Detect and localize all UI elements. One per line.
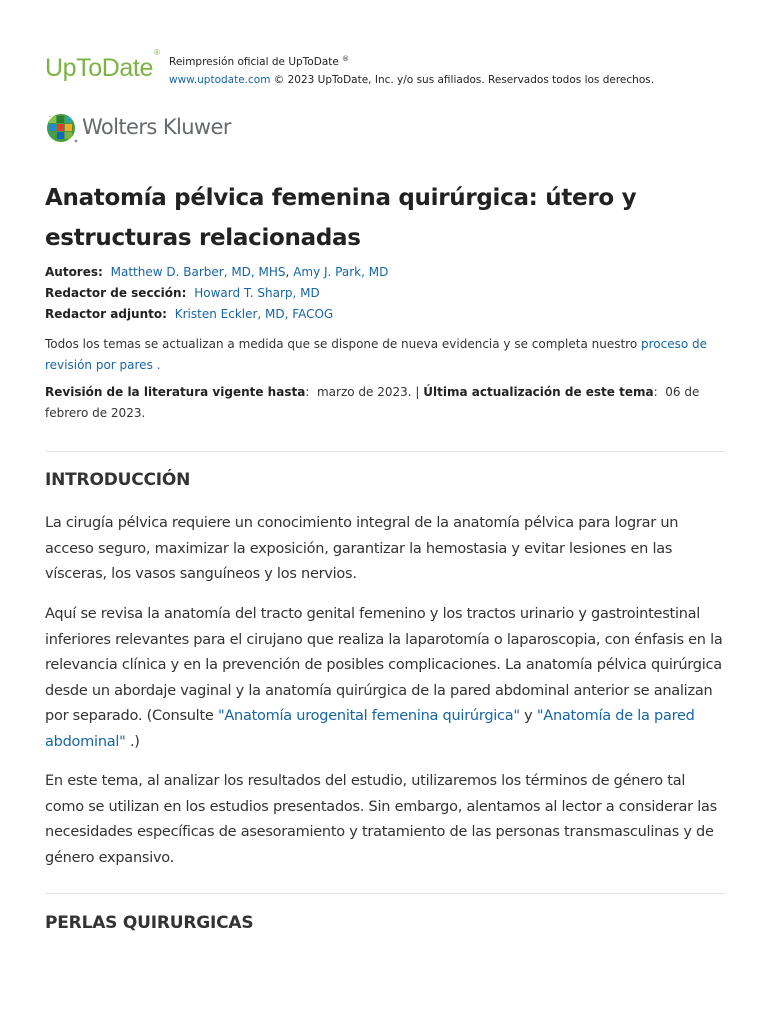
article-title: Anatomía pélvica femenina quirúrgica: útero y estructuras relacionadas	[45, 185, 637, 251]
wolters-kluwer-wordmark: Wolters Kluwer	[82, 115, 231, 139]
copyright-text: © 2023 UpToDate, Inc. y/o sus afiliados. Reservados todos los derechos.	[273, 74, 655, 86]
author-link[interactable]: Amy J. Park, MD	[293, 265, 389, 279]
deputy-editor-label: Redactor adjunto:	[45, 307, 167, 321]
lit-review-value: marzo de 2023.	[316, 385, 412, 399]
section-editor-row	[45, 283, 725, 304]
uptodate-logo[interactable]	[45, 47, 160, 83]
divider	[45, 451, 725, 452]
authors-label: Autores:	[45, 265, 103, 279]
abdominal-wall-anatomy-link[interactable]: "Anatomía de la pared abdominal"	[45, 708, 695, 750]
last-update-label: Última actualización de este tema	[423, 385, 654, 399]
section-editor-label: Redactor de sección:	[45, 286, 187, 300]
update-note-text: Todos los temas se actualizan a medida que se dispone de nueva evidencia y se completa nuestro	[45, 337, 641, 351]
registered-mark: ®	[153, 47, 160, 57]
intro-paragraph-3: En este tema, al analizar los resultados del estudio, utilizaremos los términos de género tal como se utilizan en los estudios presentados. Sin embargo, alentamos al lector a considerar las necesidades específicas de asesoramiento y tratamiento de las personas transmasculinas y de género expansivo.	[45, 773, 717, 866]
wolters-kluwer-logo	[45, 112, 265, 146]
conjunction-text: y	[519, 708, 537, 724]
deputy-editor-row	[45, 304, 725, 325]
author-link[interactable]: Matthew D. Barber, MD, MHS	[110, 265, 286, 279]
reprint-notice	[169, 54, 654, 89]
lit-review-label: Revisión de la literatura vigente hasta	[45, 385, 306, 399]
author-separator: ,	[285, 265, 294, 279]
divider	[45, 893, 725, 894]
uptodate-logo-text: UpToDate	[45, 54, 153, 82]
review-dates: Revisión de la literatura vigente hasta: marzo de 2023. | Última actualización de este tema: 06 de febrero de 2023.	[45, 385, 700, 420]
urogenital-anatomy-link[interactable]: "Anatomía urogenital femenina quirúrgica"	[217, 708, 520, 724]
reprint-header	[45, 47, 745, 92]
authors-row	[45, 262, 725, 283]
intro-paragraph-1: La cirugía pélvica requiere un conocimiento integral de la anatomía pélvica para lograr un acceso seguro, maximizar la exposición, garantizar la hemostasia y evitar lesiones en las vísceras, los vasos sanguíneos y los nervios.	[45, 515, 679, 582]
last-update-value: 06 de febrero de 2023.	[45, 385, 700, 420]
section-heading-surgical-pearls: PERLAS QUIRURGICAS	[45, 913, 254, 933]
update-note-end: .	[152, 358, 161, 372]
reprint-line: Reimpresión oficial de UpToDate	[169, 56, 339, 68]
wolters-kluwer-mosaic-icon	[45, 112, 79, 146]
intro-paragraph-2-end: .)	[125, 733, 140, 750]
intro-paragraph-2	[45, 602, 725, 755]
review-divider: |	[415, 385, 420, 399]
deputy-editor-link[interactable]: Kristen Eckler, MD, FACOG	[174, 307, 334, 321]
update-note	[45, 334, 725, 376]
authors-list	[111, 265, 389, 279]
peer-review-link[interactable]: proceso de revisión por pares	[45, 337, 708, 372]
section-editor-link[interactable]: Howard T. Sharp, MD	[194, 286, 320, 300]
contributors	[45, 262, 725, 325]
intro-paragraph-2-text: Aquí se revisa la anatomía del tracto genital femenino y los tractos urinario y gastrointestinal inferiores relevantes para el cirujano que realiza la laparotomía o laparoscopia, con énfasis en la relevancia clínica y en la prevención de posibles complicaciones. La anatomía pélvica quirúrgica desde un abordaje vaginal y la anatomía quirúrgica de la pared abdominal anterior se analizan por separado. (Consulte	[45, 606, 723, 724]
section-heading-introduction: INTRODUCCIÓN	[45, 470, 191, 490]
reprint-registered-mark: ®	[342, 55, 350, 63]
uptodate-site-link[interactable]: www.uptodate.com	[169, 74, 271, 86]
